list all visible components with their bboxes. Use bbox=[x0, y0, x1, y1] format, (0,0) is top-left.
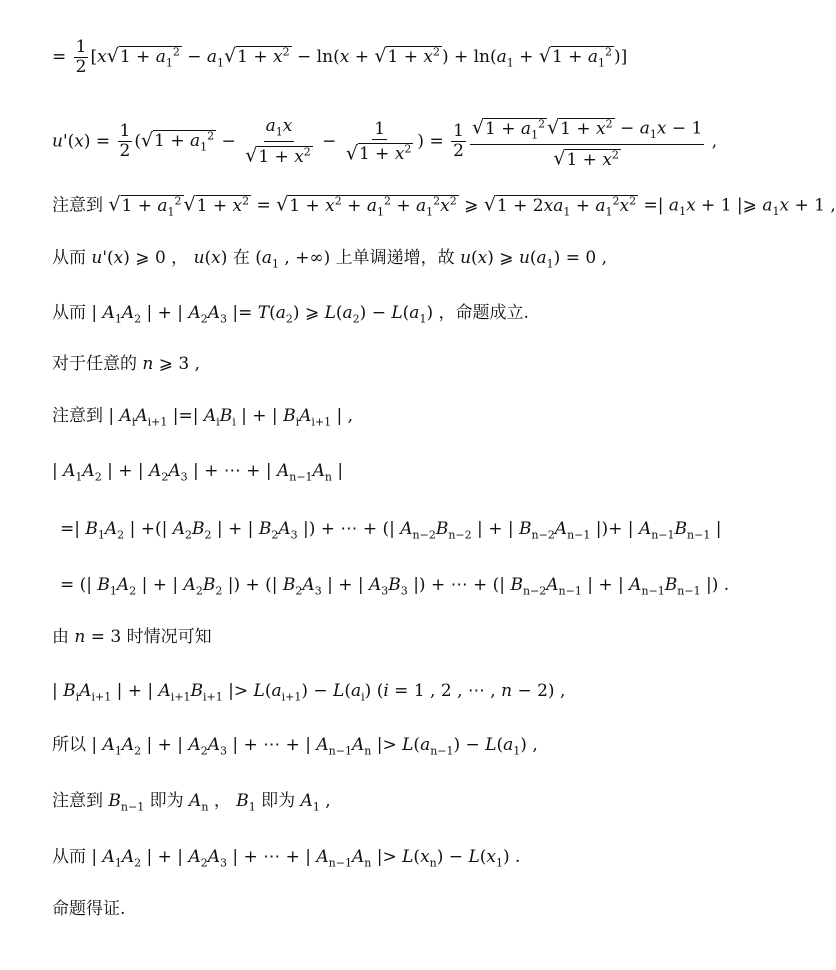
equation-line-2: u'(x) = $\frac{1}{2}$ ($√1 + a_1^2$ − $\frac{a_1x}{√1 + x^2}$ − $\frac{1}{√1 + x^2}$ ) = $\frac{1}{2}$ $\frac{√1 + a_1^2 √1 + x^2 - a_1x - 1}{√1 + x^2}$ , bbox=[52, 115, 718, 170]
equation-line-10: = (| $B_1A_2$ | + | $A_2B_2$ |) + (| $B_2A_3$ | + | $A_3B_3$ |) + ⋯ + (| $B_{n-2}A_{n-1}$ | + | $A_{n-1}B_{n-1}$ |) . bbox=[60, 575, 730, 598]
equation-line-12: | $B_iA_{i+1}$ | + | $A_{i+1}B_{i+1}$ |> $L(a_{i+1}) - L(a_i) (i = 1$ , 2 , ⋯ , n − 2) , bbox=[52, 681, 566, 704]
equation-line-8: | $A_1A_2$ | + | $A_2A_3$ | + ⋯ + | $A_{n-1}A_n$ | bbox=[52, 461, 344, 484]
equation-line-1: = $\frac{1}{2}$ [$x√1 + a_1^2 - a_1√1 + x^2 - \ln(x + √1 + x^2$ ) + $\ln(a_1 + √1 + a_1^2$ )] bbox=[52, 37, 628, 77]
equation-line-3: 注意到 $√1 + a_1^2$ $√1 + x^2 = √1 + x^2 + a_1^2 + a_1^2x^2$ ⩾ $√1 + 2xa_1 + a_1^2x^2$ =| $a_1x + 1$ |⩾ $a_1x + 1$ , bbox=[52, 193, 836, 219]
text-line-11: 由 n = 3 时情况可知 bbox=[52, 627, 212, 647]
text-line-16: 命题得证. bbox=[52, 899, 126, 919]
text-line-4: 从而 u'(x) ⩾ 0 ， u(x) 在 ($a_1$ , +∞) 上单调递增，故 u(x) ⩾ $u(a_1) = 0$ , bbox=[52, 248, 607, 271]
text-line-6: 对于任意的 n ⩾ 3 , bbox=[52, 354, 201, 374]
text-line-7: 注意到 | $A_iA_{i+1}$ |=| $A_iB_i$ | + | $B_iA_{i+1}$ | , bbox=[52, 406, 354, 429]
text-line-5: 从而 | $A_1A_2$ | + | $A_2A_3$ |= $T(a_2)$ ⩾ $L(a_2) - L(a_1)$ ，命题成立. bbox=[52, 303, 529, 326]
equation-line-9: =| $B_1A_2$ | +(| $A_2B_2$ | + | $B_2A_3$ |) + ⋯ + (| $A_{n-2}B_{n-2}$ | + | $B_{n-2}A_{n-1}$ |)+ | $A_{n-1}B_{n-1}$ | bbox=[60, 519, 722, 542]
text-line-15: 从而 | $A_1A_2$ | + | $A_2A_3$ | + ⋯ + | $A_{n-1}A_n$ |> $L(x_n) - L(x_1)$ . bbox=[52, 847, 521, 870]
text-line-13: 所以 | $A_1A_2$ | + | $A_2A_3$ | + ⋯ + | $A_{n-1}A_n$ |> $L(a_{n-1}) - L(a_1)$ , bbox=[52, 735, 538, 758]
text-line-14: 注意到 $B_{n-1}$ 即为 $A_n$ ， $B_1$ 即为 $A_1$ , bbox=[52, 791, 331, 814]
